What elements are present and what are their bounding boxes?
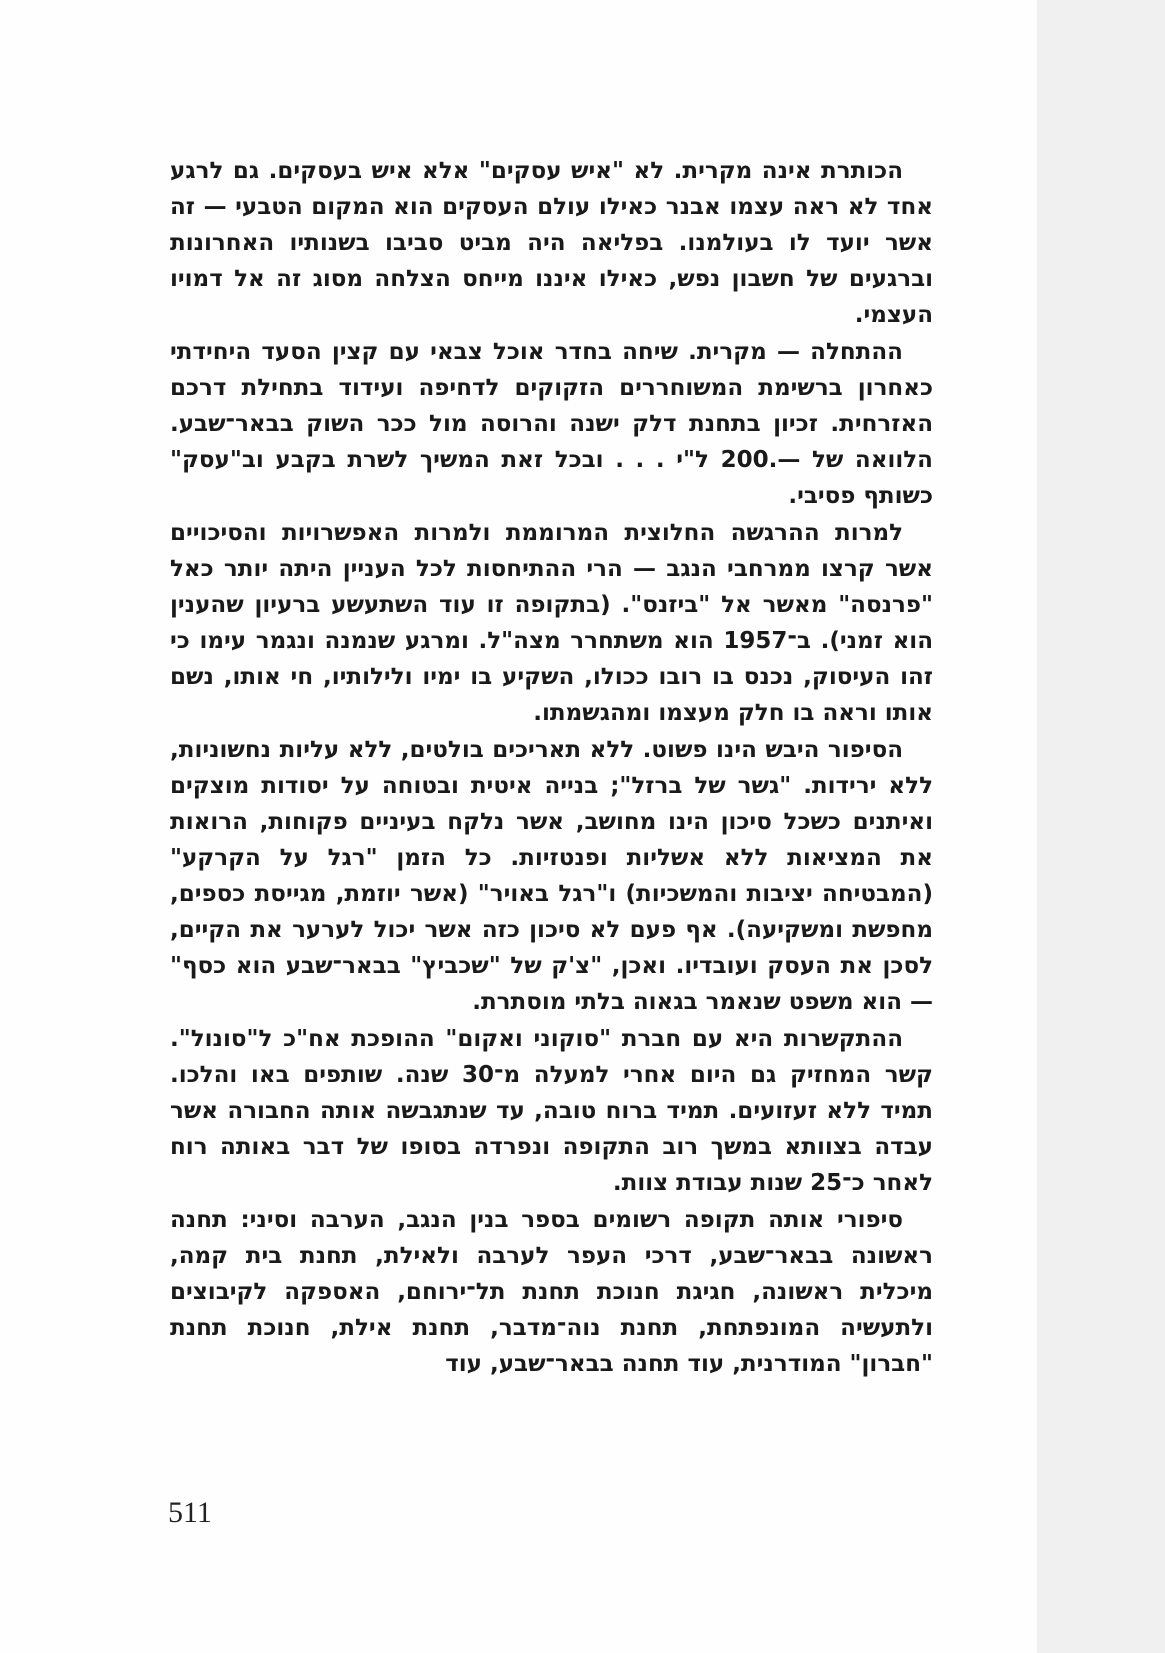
paragraph-2: ההתחלה — מקרית. שיחה בחדר אוכל צבאי עם קצין הסעד היחידתי כאחרון ברשימת המשוחררים הזקוקים לדחיפה ועידוד בתחילת דרכם האזרחית. זכיון בתחנת דלק ישנה והרוסה מול ככר השוק בבאר־שבע. הלוואה של —.200 ל"י . . . ובכל זאת המשיך לשרת בקבע וב"עסק" כשותף פסיבי. [170, 339, 933, 509]
paragraph-3: למרות ההרגשה החלוצית המרוממת ולמרות האפשרויות והסיכויים אשר קרצו ממרחבי הנגב — הרי ההתיחסות לכל העניין היתה יותר כאל "פרנסה" מאשר אל "ביזנס". (בתקופה זו עוד השתעשע ברעיון שהענין הוא זמני). ב־1957 הוא משתחרר מצה"ל. ומרגע שנמנה ונגמר עימו כי זהו העיסוק, נכנס בו רובו ככולו, השקיע בו ימיו ולילותיו, חי אותו, נשם אותו וראה בו חלק מעצמו ומהגשמתו. [170, 520, 934, 726]
page-edge-shadow [1037, 0, 1165, 1653]
paragraph-6: סיפורי אותה תקופה רשומים בספר בנין הנגב, הערבה וסיני: תחנה ראשונה בבאר־שבע, דרכי העפר לערבה ולאילת, תחנת בית קמה, מיכלית ראשונה, חגיגת חנוכת תחנת תל־ירוחם, האספקה לקיבוצים ולתעשיה המונפתחת, תחנת נוה־מדבר, תחנת אילת, חנוכת תחנת "חברון" המודרנית, עוד תחנה בבאר־שבע, עוד [170, 1207, 933, 1377]
body-text [170, 153, 933, 1383]
paragraph-5: ההתקשרות היא עם חברת "סוקוני ואקום" ההופכת אח"כ ל"סונול". קשר המחזיק גם היום אחרי למעלה מ־30 שנה. שותפים באו והלכו. תמיד ללא זעזועים. תמיד ברוח טובה, עד שנתגבשה אותה החבורה אשר עבדה בצוותא במשך רוב התקופה ונפרדה בסופו של דבר באותה רוח לאחר כ־25 שנות עבודת צוות. [170, 1026, 933, 1196]
paragraph-1: הכותרת אינה מקרית. לא "איש עסקים" אלא איש בעסקים. גם לרגע אחד לא ראה עצמו אבנר כאילו עולם העסקים הוא המקום הטבעי — זה אשר יועד לו בעולמנו. בפליאה היה מביט סביבו בשנותיו האחרונות וברגעים של חשבון נפש, כאילו איננו מייחס הצלחה מסוג זה אל דמויו העצמי. [170, 158, 933, 328]
paragraph-4: הסיפור היבש הינו פשוט. ללא תאריכים בולטים, ללא עליות נחשוניות, ללא ירידות. "גשר של ברזל"; בנייה איטית ובטוחה על יסודות מוצקים ואיתנים כשכל סיכון הינו מחושב, אשר נלקח בעיניים פקוחות, הרואות את המציאות ללא אשליות ופנטזיות. כל הזמן "רגל על הקרקע" (המבטיחה יציבות והמשכיות) ו"רגל באויר" (אשר יוזמת, מגייסת כספים, מחפשת ומשקיעה). אף פעם לא סיכון כזה אשר יכול לערער את הקיים, לסכן את העסק ועובדיו. ואכן, "צ'ק של "שכביץ" בבאר־שבע הוא כסף" — הוא משפט שנאמר בגאוה בלתי מוסתרת. [170, 737, 933, 1015]
page-number: 511 [168, 1496, 212, 1529]
